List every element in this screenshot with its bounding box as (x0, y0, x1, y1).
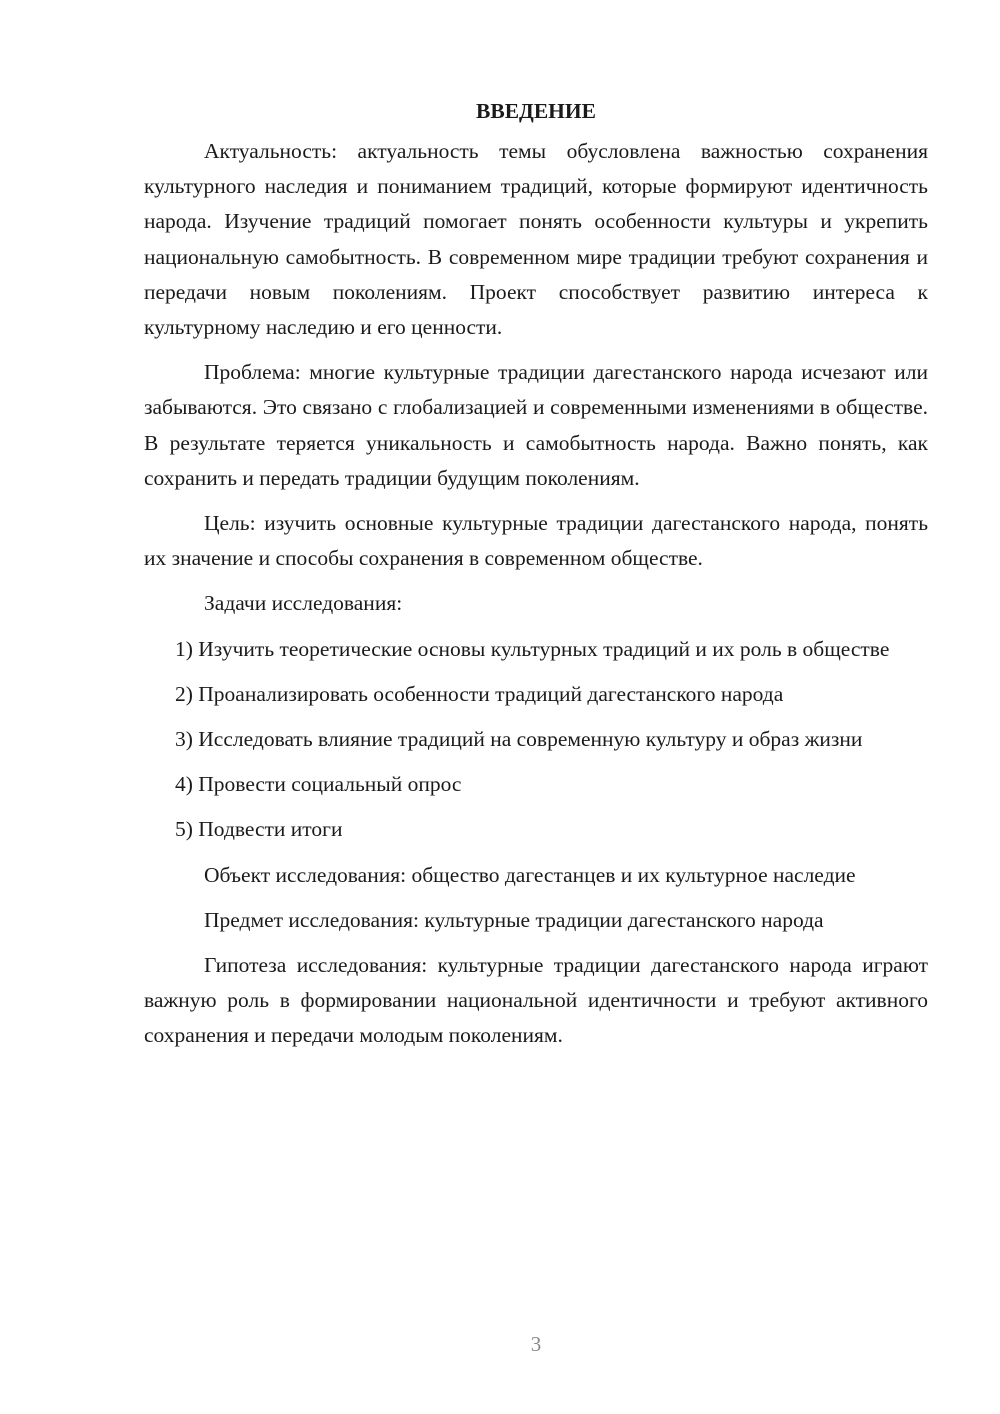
tasks-title: Задачи исследования: (204, 591, 403, 616)
task-item: 5) Подвести итоги (175, 817, 343, 842)
page-title: ВВЕДЕНИЕ (476, 99, 596, 123)
relevance-paragraph: Актуальность: актуальность темы обусловлена важностью сохранения культурного наследия и пониманием традиций, которые формируют идентичность народа. Изучение традиций помогает понять особенности культуры и укрепить национальную самобытность. В современном мире традиции требуют сохранения и передачи новым поколениям. Проект способствует развитию интереса к культурному наследию и его ценности. (144, 139, 928, 340)
subject-paragraph: Предмет исследования: культурные традиции дагестанского народа (204, 907, 824, 932)
document-page (144, 96, 928, 1064)
page-number: 3 (530, 1332, 542, 1356)
task-item: 3) Исследовать влияние традиций на современную культуру и образ жизни (175, 727, 863, 752)
task-item: 4) Провести социальный опрос (175, 772, 462, 797)
task-item: 1) Изучить теоретические основы культурных традиций и их роль в обществе (175, 636, 890, 661)
problem-paragraph: Проблема: многие культурные традиции дагестанского народа исчезают или забываются. Это связано с глобализацией и современными изменениями в обществе. В результате теряется уникальность и самобытность народа. Важно понять, как сохранить и передать традиции будущим поколениям. (144, 360, 928, 490)
goal-paragraph: Цель: изучить основные культурные традиции дагестанского народа, понять их значение и способы сохранения в современном обществе. (144, 511, 928, 571)
object-paragraph: Объект исследования: общество дагестанцев и их культурное наследие (204, 862, 856, 887)
hypothesis-paragraph: Гипотеза исследования: культурные традиции дагестанского народа играют важную роль в формировании национальной идентичности и требуют активного сохранения и передачи молодым поколениям. (144, 953, 928, 1048)
task-item: 2) Проанализировать особенности традиций дагестанского народа (175, 681, 784, 706)
